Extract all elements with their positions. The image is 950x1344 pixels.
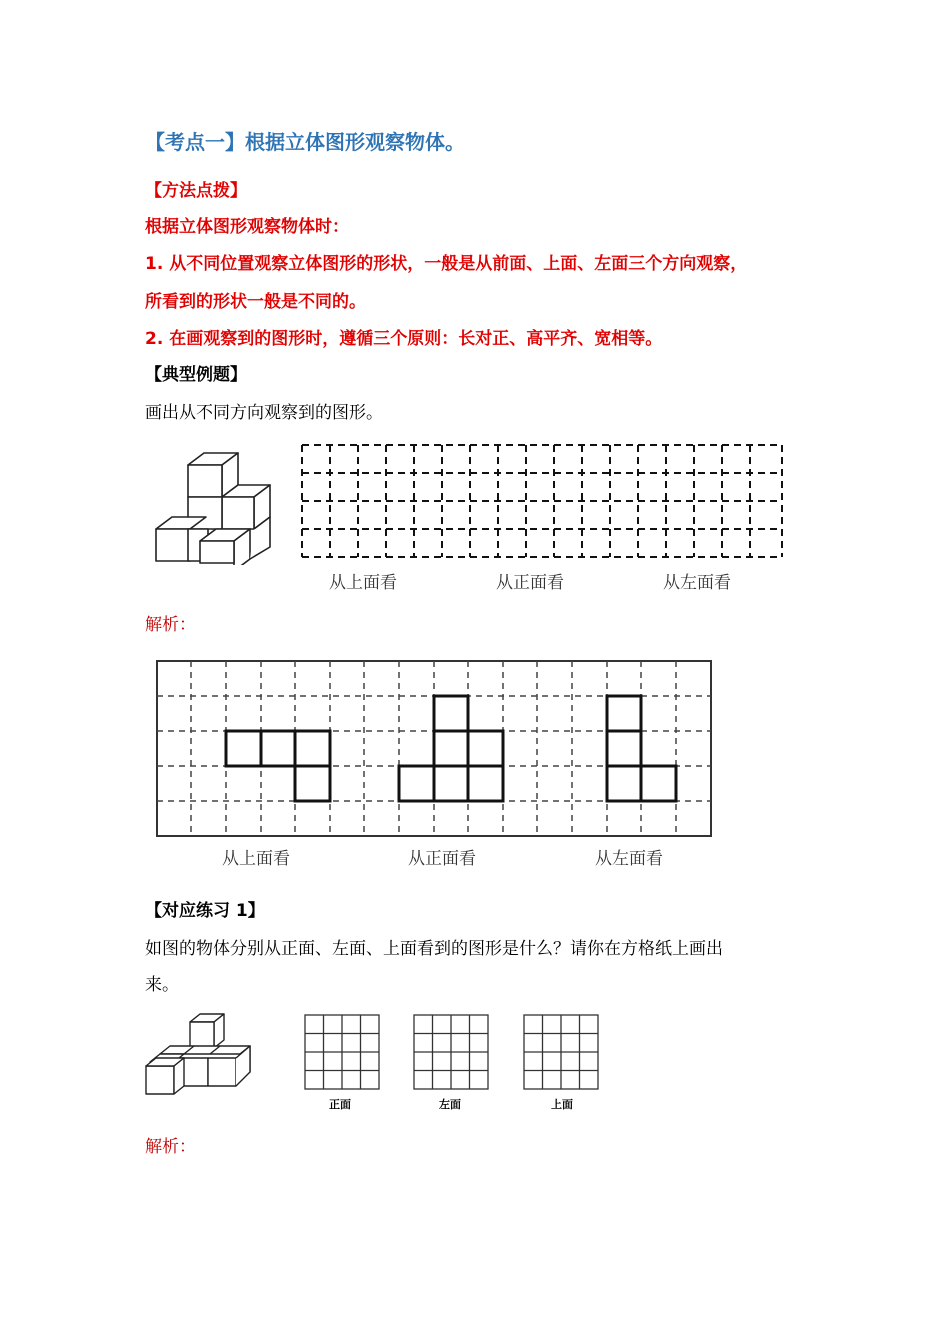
example-label: 【典型例题】	[145, 365, 247, 385]
practice-label: 【对应练习 1】	[145, 901, 265, 921]
analysis-caption-top: 从上面看	[222, 849, 290, 869]
analysis-caption-front: 从正面看	[408, 849, 476, 869]
example-caption-front: 从正面看	[496, 573, 564, 593]
practice-question-line1: 如图的物体分别从正面、左面、上面看到的图形是什么？请你在方格纸上画出	[145, 939, 723, 959]
method-point2: 2. 在画观察到的图形时，遵循三个原则：长对正、高平齐、宽相等。	[145, 329, 663, 349]
practice-caption-front: 正面	[329, 1098, 351, 1111]
method-intro: 根据立体图形观察物体时：	[145, 217, 349, 237]
practice-caption-top: 上面	[551, 1098, 573, 1111]
example-caption-left: 从左面看	[663, 573, 731, 593]
practice-caption-left: 左面	[439, 1098, 461, 1111]
example-cube-figure	[150, 450, 275, 565]
example-question: 画出从不同方向观察到的图形。	[145, 403, 383, 423]
method-label: 【方法点拨】	[145, 181, 247, 201]
practice-grid-left	[412, 1013, 492, 1093]
analysis-answer-grid	[154, 658, 714, 840]
analysis-caption-left: 从左面看	[595, 849, 663, 869]
analysis1-label: 解析：	[145, 615, 196, 635]
example-blank-grid	[298, 440, 788, 565]
section-heading: 【考点一】根据立体图形观察物体。	[145, 130, 465, 154]
practice-grid-top	[522, 1013, 602, 1093]
practice-question-line2: 来。	[145, 975, 179, 995]
analysis2-label: 解析：	[145, 1137, 196, 1157]
practice-cube-figure	[142, 1010, 257, 1100]
practice-grid-front	[303, 1013, 383, 1093]
example-caption-top: 从上面看	[329, 573, 397, 593]
method-point1-line2: 所看到的形状一般是不同的。	[145, 292, 366, 312]
method-point1-line1: 1. 从不同位置观察立体图形的形状，一般是从前面、上面、左面三个方向观察，	[145, 254, 748, 274]
